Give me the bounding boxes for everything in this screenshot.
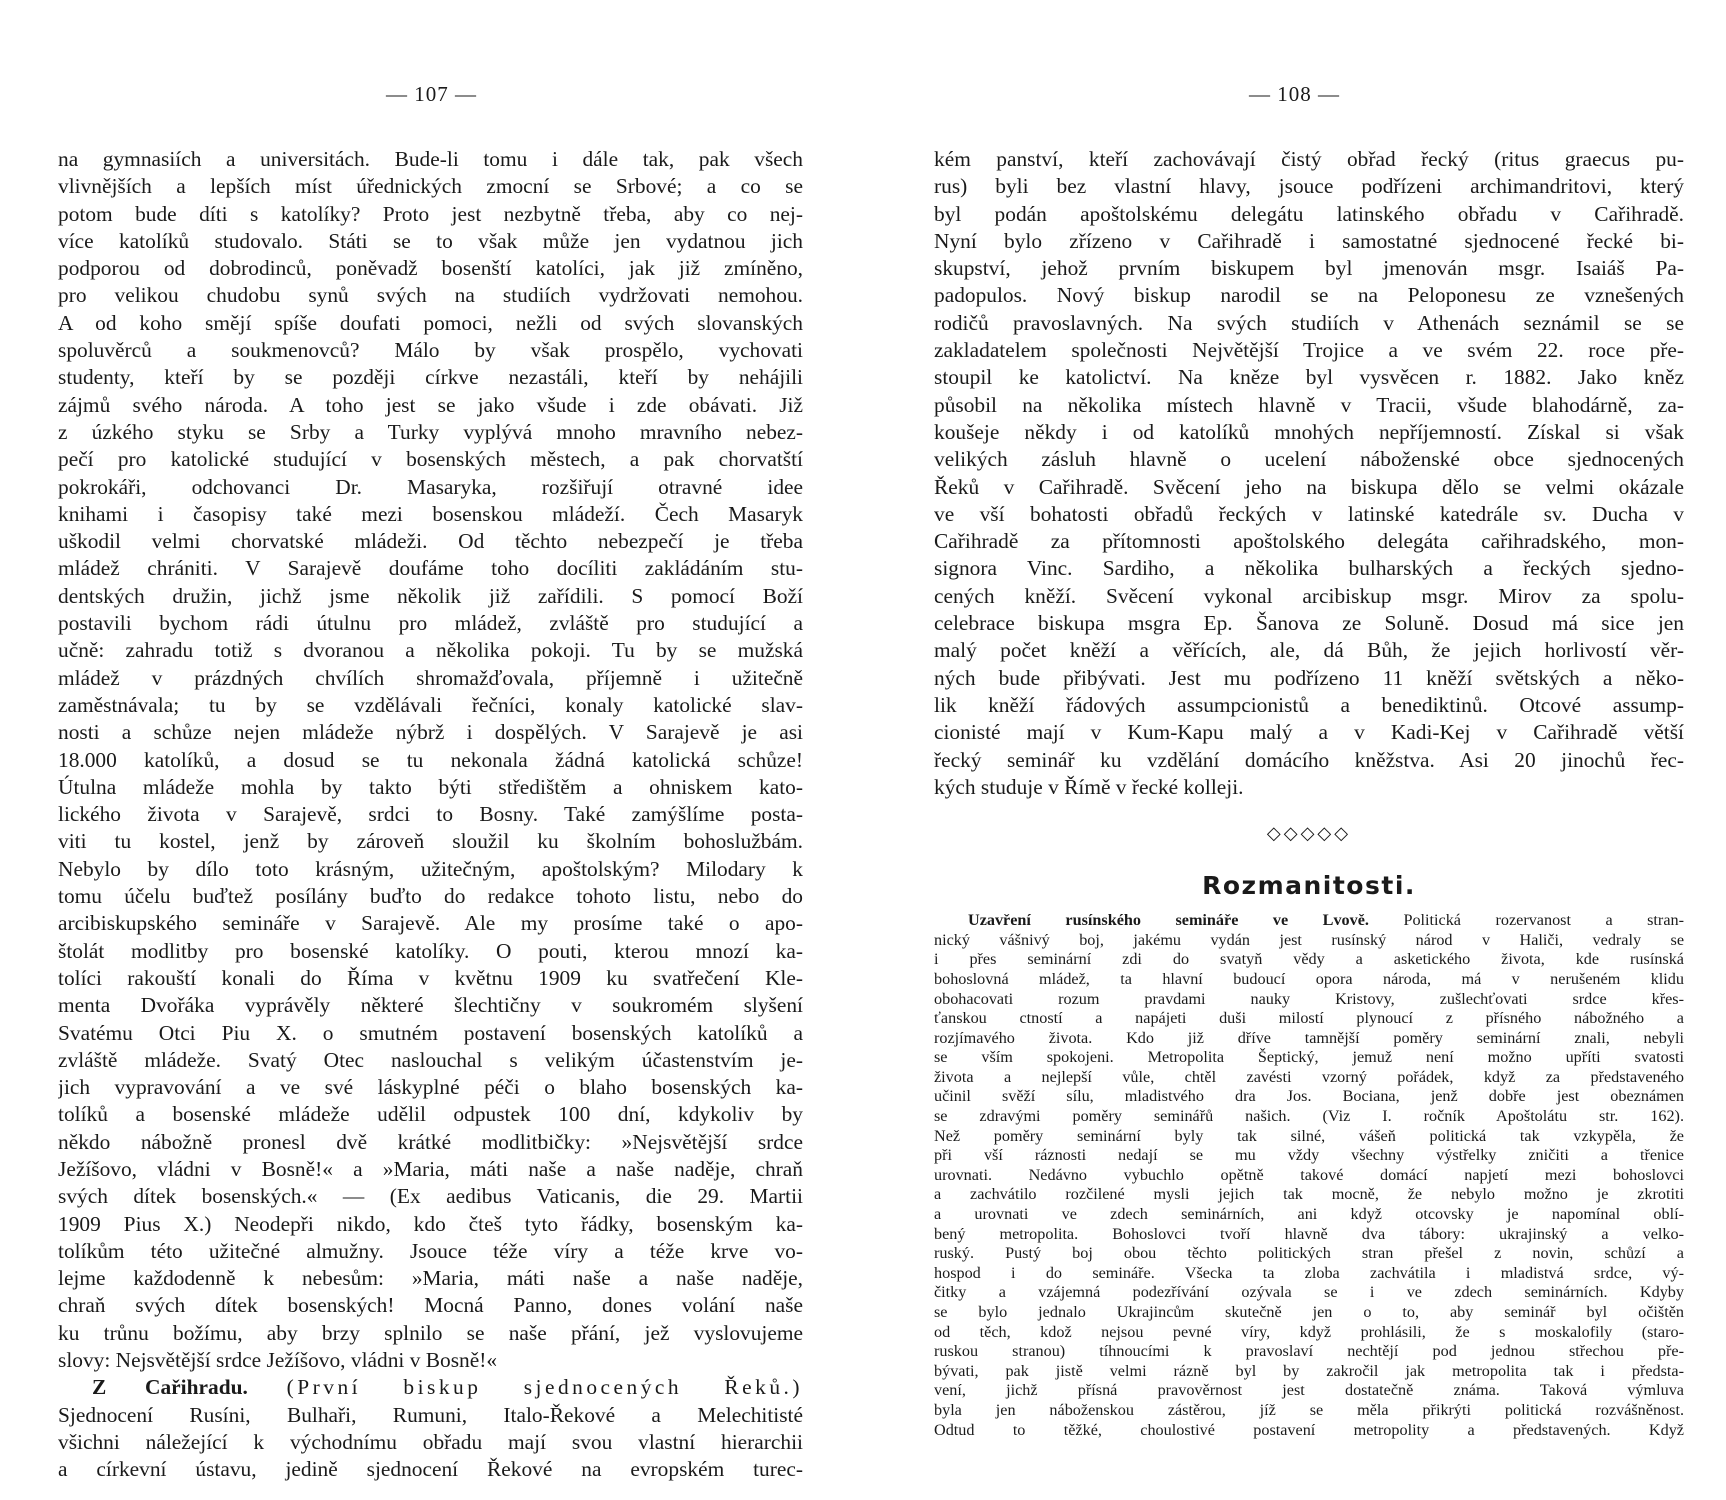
- text-line: viti tu kostel, jenž by zároveň sloužil ku školním bohoslužbám.: [58, 829, 803, 854]
- text-line: skupství, jehož prvním biskupem byl jmenován msgr. Isaiáš Pa-: [934, 256, 1684, 281]
- text-line: lického života v Sarajevě, srdci to Bosny. Také zamýšlíme posta-: [58, 802, 803, 827]
- page-number-right: — 108 —: [1249, 82, 1340, 106]
- text-line: signora Vinc. Sardiho, a několika bulharských a řeckých sjedno-: [934, 556, 1684, 581]
- text-line: někdo nábožně pronesl dvě krátké modlitbičky: »Nejsvětější srdce: [58, 1129, 803, 1154]
- text-line: 1909 Pius X.) Neodepři nikdo, kdo čteš tyto řádky, bosenským ka-: [58, 1211, 803, 1236]
- text-line: rodičů pravoslavných. Na svých studiích v Athenách seznámil se se: [934, 310, 1684, 335]
- small-text-line: života a nejlepší vůle, chtěl zavésti vzorný pořádek, když za představeného: [934, 1067, 1684, 1086]
- text-line: zvláště mládeže. Svatý Otec naslouchal s velikým účastenstvím je-: [58, 1047, 803, 1072]
- text-line: všichni náležející k východnímu obřadu mají svou vlastní hierarchii: [58, 1429, 803, 1454]
- text-line: řecký seminář ku vzdělání domácího kněžstva. Asi 20 jinochů řec-: [934, 747, 1684, 772]
- small-text-line: se bylo jednalo Ukrajincům skutečně jen o to, aby seminář byl očištěn: [934, 1303, 1684, 1321]
- text-line: vlivnějších a lepších míst úřednických zmocní se Srbové; a co se: [58, 174, 803, 199]
- text-line: tolíci rakouští konali do Říma v květnu 1909 ku svatřečení Kle-: [58, 965, 803, 990]
- text-line: mládež chrániti. V Sarajevě doufáme toho docíliti zakládáním stu-: [58, 556, 803, 581]
- text-line: podporou od dobrodinců, poněvadž bosenští katolíci, jak již zmíněno,: [58, 256, 803, 281]
- small-text-line: a zachvátilo rozčilené mysli jejich tak mocně, že nebylo možno je zkrotiti: [934, 1185, 1684, 1204]
- text-line: byl podán apoštolskému delegátu latinského obřadu v Cařihradě.: [934, 201, 1684, 226]
- text-line: učně: zahradu totiž s dvoranou a několika pokoji. Tu by se mužská: [58, 638, 803, 663]
- text-line: zájmů svého národa. A toho jest se jako všude i zde obávati. Již: [58, 392, 803, 417]
- text-line: Útulna mládeže mohla by takto býti středištěm a ohniskem kato-: [58, 774, 803, 799]
- text-line: ných bude přibývati. Jest mu podřízeno 11 kněží světských a něko-: [934, 665, 1684, 690]
- text-line: A od koho smějí spíše doufati pomoci, nežli od svých slovanských: [58, 310, 803, 335]
- small-text-line: obohacovati rozum pravdami nauky Kristovy, zušlechťovati srdce křes-: [934, 989, 1684, 1008]
- text-line: spoluvěrců a soukmenovců? Málo by však prospělo, vychovati: [58, 338, 803, 363]
- text-line: cených kněží. Svěcení vykonal arcibiskup msgr. Mirov za spolu-: [934, 583, 1684, 608]
- text-line: potom bude díti s katolíky? Proto jest nezbytně třeba, aby co nej-: [58, 201, 803, 226]
- text-line: arcibiskupského semináře v Sarajevě. Ale my prosíme také o apo-: [58, 911, 803, 936]
- text-line: ku trůnu božímu, aby brzy splnilo se naše přání, jež vyslovujeme: [58, 1320, 803, 1345]
- small-text-line: učinil svěží sílu, mladistvého dra Jos. Bociana, jenž dobře jest obeznámen: [934, 1087, 1684, 1106]
- small-text-line: bohoslovná mládež, ta hlavní budoucí opora národa, má v nerušeném klidu: [934, 969, 1684, 988]
- text-line: cionisté mají v Kum-Kapu malý a v Kadi-Kej v Cařihradě větší: [934, 720, 1684, 745]
- small-heading-line: [934, 911, 1684, 931]
- text-line: Svatému Otci Piu X. o smutném postavení bosenských katolíků a: [58, 1020, 803, 1045]
- small-text-line: se vším spokojeni. Metropolita Šeptický, jemuž není možno upříti svatosti: [934, 1048, 1684, 1067]
- text-line: Nebylo by dílo toto krásným, užitečným, apoštolským? Milodary k: [58, 856, 803, 881]
- small-text-line: při vší ráznosti nedají se mu vždy všechny výstřelky zničiti a třenice: [934, 1146, 1684, 1165]
- text-line: na gymnasiích a universitách. Bude-li tomu i dále tak, pak všech: [58, 147, 803, 171]
- page-number-left: — 107 —: [386, 82, 477, 106]
- text-line: Ježíšovo, vládni v Bosně!« a »Maria, máti naše a naše naděje, chraň: [58, 1156, 803, 1181]
- small-text-line: ťanskou ctností a napájeti duši milostí plynoucí z přísného nábožného a: [934, 1009, 1684, 1028]
- small-text-line: ruský. Pustý boj obou těchto politických stran přešel z novin, schůzí a: [934, 1244, 1684, 1263]
- small-text-line: nický vášnivý boj, jakému vydán jest rusínský národ v Haliči, vedraly se: [934, 930, 1684, 949]
- right-column-text: [934, 146, 1684, 1440]
- text-line: studenty, kteří by se později církve nezastáli, kteří by nehájili: [58, 365, 803, 390]
- small-text-line: i přes seminární zdi do svatyň vědy a asketického života, kde rusínská: [934, 950, 1684, 969]
- text-line: nosti a schůze nejen mládeže nýbrž i dospělých. V Sarajevě je asi: [58, 720, 803, 745]
- text-line: jich vypravování a ve své láskyplné péči o blaho bosenských ka-: [58, 1075, 803, 1100]
- text-line: chraň svých dítek bosenských! Mocná Panno, dones volání naše: [58, 1293, 803, 1318]
- small-text-line: ruskou stranou) tíhnoucími k pravoslaví nechtějí pod jednou střechou pře-: [934, 1342, 1684, 1361]
- text-line: knihami i časopisy také mezi bosenskou mládeží. Čech Masaryk: [58, 501, 803, 526]
- text-line: zakladatelem společnosti Největější Trojice a ve svém 22. roce pře-: [934, 338, 1684, 363]
- small-text-line: od těch, kdož nejsou pevné víry, když prohlásili, že s moskalofily (staro-: [934, 1322, 1684, 1341]
- small-text-line: hospod i do semináře. Všecka ta zloba zachvátila i mladistvá srdce, vý-: [934, 1263, 1684, 1282]
- section-subheading: (První biskup sjednocených Řeků.): [286, 1375, 803, 1400]
- text-line: z úzkého styku se Srby a Turky vyplývá mnoho mravního nebez-: [58, 419, 803, 444]
- text-line: tolíků a bosenské mládeže udělil odpustek 100 dní, kdykoliv by: [58, 1102, 803, 1127]
- text-line: postavili bychom rádi útulnu pro mládež, zvláště pro studující a: [58, 611, 803, 636]
- text-line: Nyní bylo zřízeno v Cařihradě i samostatné sjednocené řecké bi-: [934, 228, 1684, 253]
- text-line: celebrace biskupa msgra Ep. Šanova ze Soluně. Dosud má sice jen: [934, 611, 1684, 636]
- text-line: uškodil velmi chorvatské mládeži. Od těchto nebezpečí je třeba: [58, 529, 803, 554]
- small-text-line: Než poměry seminární byly tak silné, vášeň politická tak vzkypěla, že: [934, 1126, 1684, 1145]
- left-column-text: [58, 146, 803, 1484]
- small-text-line: vení, jichž přísná pravověrnost jest dostatečně známa. Taková výmluva: [934, 1381, 1684, 1400]
- small-text-line: a urovnati ve zdech seminárních, ani když otcovsky je napomínal oblí-: [934, 1205, 1684, 1224]
- text-line: dentských družin, jichž jsme několik již zařídili. S pomocí Boží: [58, 583, 803, 608]
- text-line: stoupil ke katolictví. Na kněze byl vysvěcen r. 1882. Jako kněz: [934, 365, 1684, 390]
- small-text-line: čitky a vzájemná podezřívání ozývala se i ve zdech seminárních. Kdyby: [934, 1283, 1684, 1302]
- text-line: pečí pro katolické studující v bosenských městech, a pak chorvatští: [58, 447, 803, 472]
- text-line: pokrokáři, odchovanci Dr. Masaryka, rozšiřují otravné idee: [58, 474, 803, 499]
- small-print-block: [934, 911, 1684, 1440]
- section-title: Rozmanitosti.: [1202, 871, 1416, 901]
- text-line: malý počet kněží a věřících, ale, dá Bůh, že jejich horlivostí věr-: [934, 638, 1684, 663]
- text-line: padopulos. Nový biskup narodil se na Peloponesu ze vznešených: [934, 283, 1684, 308]
- text-line: tomu účelu buďtež posílány buďto do redakce tohoto listu, nebo do: [58, 884, 803, 909]
- text-line: štolát modlitby pro bosenské katolíky. O pouti, kterou mnozí ka-: [58, 938, 803, 963]
- text-line: tolíkům této užitečné almužny. Jsouce téže víry a téže krve vo-: [58, 1238, 803, 1263]
- small-text-line: urovnati. Nedávno vybuchlo opětně takové domácí napjetí mezi bohoslovci: [934, 1165, 1684, 1184]
- section-heading: Z Cařihradu.: [92, 1375, 248, 1400]
- text-line: Sjednocení Rusíni, Bulhaři, Rumuni, Italo-Řekové a Melechitisté: [58, 1402, 803, 1427]
- text-line: rus) byli bez vlastní hlavy, jsouce podřízeni archimandritovi, který: [934, 174, 1684, 199]
- small-text-line: rozjímavého života. Kdo již dříve tamnější poměry seminární znali, nebyli: [934, 1028, 1684, 1047]
- small-first-line: Politická rozervanost a stran-: [1403, 911, 1684, 930]
- text-line: svých dítek bosenských.« — (Ex aedibus Vaticanis, die 29. Martii: [58, 1184, 803, 1209]
- right-page: [863, 0, 1726, 1500]
- text-line: lejme každodenně k nebesům: »Maria, máti naše a naše naděje,: [58, 1266, 803, 1291]
- section-heading-line: [58, 1374, 803, 1401]
- text-line: ve vší bohatosti obřadů řeckých v latinské katedrále sv. Ducha v: [934, 501, 1684, 526]
- small-text-line: byla jen náboženskou zástěrou, jíž se měla přikrýti politická rozvášněnost.: [934, 1400, 1684, 1419]
- text-line: lik kněží řádových assumpcionistů a benediktinů. Otcové assump-: [934, 692, 1684, 717]
- text-line: menta Dvořáka vyprávěly některé šlechtičny v soukromém slyšení: [58, 993, 803, 1018]
- text-line: více katolíků studovalo. Státi se to však může jen vydatnou jich: [58, 228, 803, 253]
- text-line: Řeků v Cařihradě. Svěcení jeho na biskupa dělo se velmi okázale: [934, 474, 1684, 499]
- small-text-line: bený metropolita. Bohoslovci tvoří hlavně dva tábory: ukrajinský a velko-: [934, 1224, 1684, 1243]
- text-line: kém panství, kteří zachovávají čistý obřad řecký (ritus graecus pu-: [934, 147, 1684, 171]
- text-line: mládež v prázdných chvílích shromažďovala, příjemně i užitečně: [58, 665, 803, 690]
- text-line: a církevní ústavu, jedině sjednocení Řekové na evropském turec-: [58, 1457, 803, 1482]
- text-line: velikých zásluh hlavně o ucelení náboženské obce sjednocených: [934, 447, 1684, 472]
- text-line: pro velikou chudobu synů svých na studiích vydržovati nemohou.: [58, 283, 803, 308]
- text-line: koušeje někdy i od katolíků mnohých nepříjemností. Získal si však: [934, 419, 1684, 444]
- ornament-divider: ◇◇◇◇◇: [1266, 823, 1352, 844]
- text-line: kých studuje v Římě v řecké kolleji.: [934, 774, 1244, 799]
- text-line: působil na několika místech hlavně v Tracii, všude blahodárně, za-: [934, 392, 1684, 417]
- small-text-line: Odtud to těžké, choulostivé postavení metropolity a představených. Když: [934, 1420, 1684, 1439]
- small-text-line: bývati, pak jistě velmi rázně byl by zakročil jak metropolita tak i předsta-: [934, 1361, 1684, 1380]
- text-line: zaměstnávala; tu by se vzdělávali řečníci, konaly katolické slav-: [58, 692, 803, 717]
- small-heading: Uzavření rusínského semináře ve Lvově.: [968, 911, 1369, 930]
- small-text-line: se zdravými poměry seminářů našich. (Viz I. ročník Apoštolátu str. 162).: [934, 1107, 1684, 1126]
- text-line: Cařihradě za přítomnosti apoštolského delegáta cařihradského, mon-: [934, 529, 1684, 554]
- text-line: slovy: Nejsvětější srdce Ježíšovo, vládni v Bosně!«: [58, 1348, 498, 1373]
- text-line: 18.000 katolíků, a dosud se tu nekonala žádná katolická schůze!: [58, 747, 803, 772]
